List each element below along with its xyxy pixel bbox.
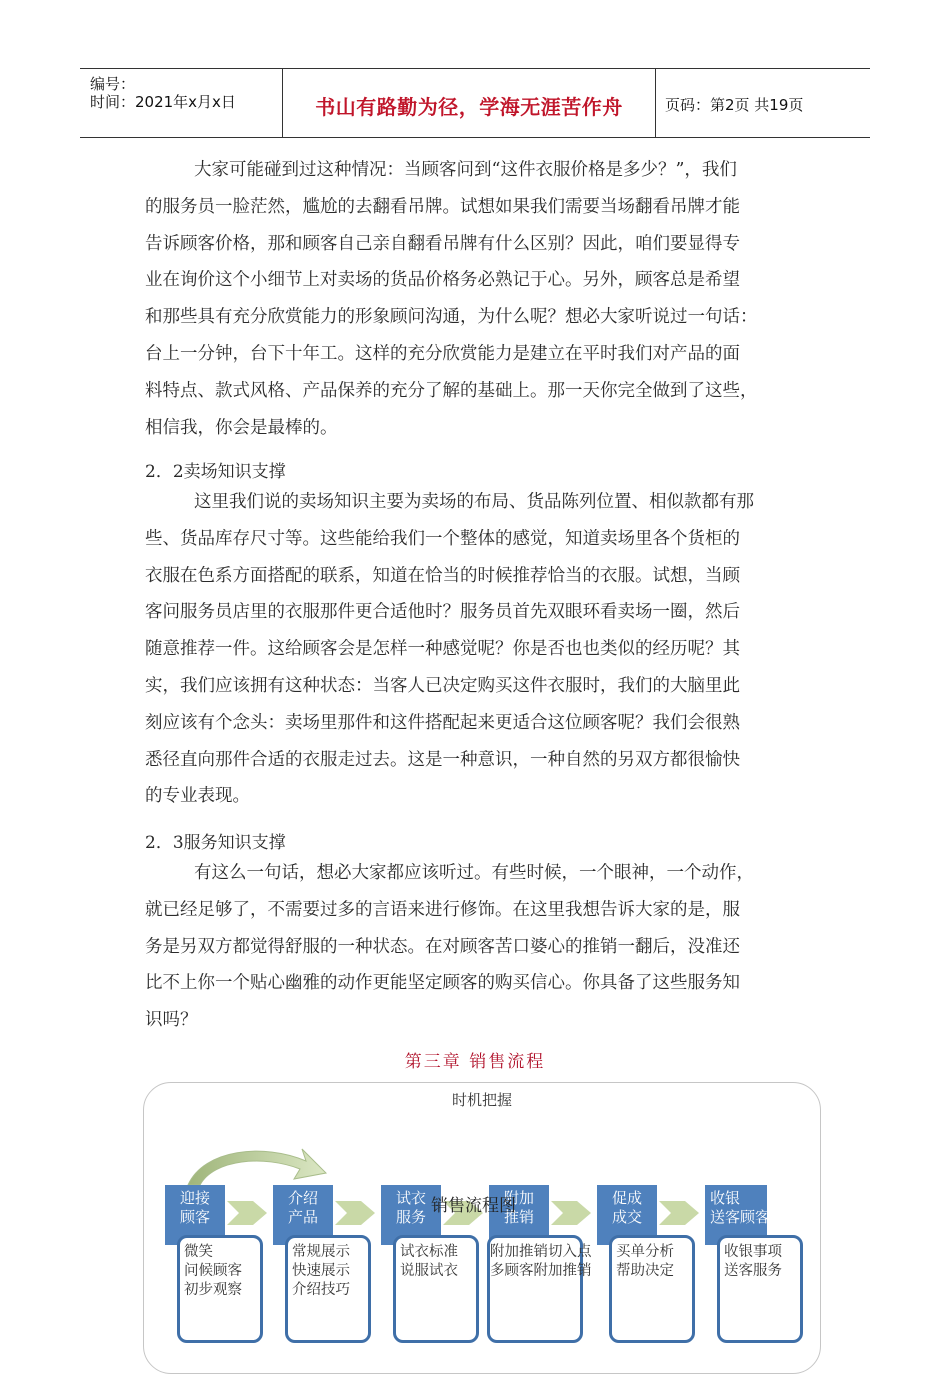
detail-line: 微笑 <box>184 1244 213 1260</box>
text-line: 刻应该有个念头：卖场里那件和这件搭配起来更适合这位顾客呢？我们会很熟 <box>145 712 740 733</box>
paragraph-intro <box>145 152 825 446</box>
step-detail-box <box>177 1235 263 1343</box>
header-left-cell <box>80 69 283 137</box>
detail-line: 常规展示 <box>292 1244 350 1260</box>
detail-line: 试衣标准 <box>400 1244 458 1260</box>
detail-line: 说服试衣 <box>400 1263 458 1279</box>
step-detail-box <box>717 1235 803 1343</box>
number-label: 编号： <box>90 75 136 93</box>
text-line: 识吗？ <box>145 1010 198 1031</box>
detail-line: 问候顾客 <box>184 1263 242 1279</box>
step-label-line: 附加 <box>503 1189 534 1207</box>
text-line: 客问服务员店里的衣服那件更合适他时？服务员首先双眼环看卖场一圈，然后 <box>145 602 740 623</box>
paragraph-service-knowledge <box>145 855 825 1039</box>
text-line: 告诉顾客价格，那和顾客自己亲自翻看吊牌有什么区别？因此，咱们要显得专 <box>145 233 740 254</box>
text-line: 些、货品库存尺寸等。这些能给我们一个整体的感觉，知道卖场里各个货柜的 <box>145 528 740 549</box>
step-label-line: 顾客 <box>179 1208 210 1226</box>
curved-arrow-icon <box>184 1139 334 1189</box>
diagram-title: 销售流程图 <box>431 1196 516 1216</box>
detail-line: 收银事项 <box>724 1244 782 1260</box>
header-right-cell <box>656 69 870 137</box>
text-line: 有这么一句话，想必大家都应该听过。有些时候，一个眼神，一个动作， <box>194 863 754 883</box>
section-heading-2-3: 2．3服务知识支撑 <box>145 833 286 853</box>
text-line: 实，我们应该拥有这种状态：当客人已决定购买这件衣服时，我们的大脑里此 <box>145 675 740 696</box>
text-line: 料特点、款式风格、产品保养的充分了解的基础上。那一天你完全做到了这些， <box>145 380 758 401</box>
document-header <box>80 68 870 138</box>
step-detail-box <box>393 1235 479 1343</box>
detail-line: 初步观察 <box>184 1282 242 1298</box>
text-line: 业在询价这个小细节上对卖场的货品价格务必熟记于心。另外，顾客总是希望 <box>145 270 740 291</box>
text-line: 的专业表现。 <box>145 786 250 807</box>
step-detail-box <box>487 1235 592 1343</box>
step-label-line: 成交 <box>611 1208 642 1226</box>
chevron-right-icon <box>659 1199 701 1227</box>
step-label-line: 服务 <box>395 1208 426 1226</box>
step-label-line: 送客顾客 <box>710 1208 771 1226</box>
text-line: 比不上你一个贴心幽雅的动作更能坚定顾客的购买信心。你具备了这些服务知 <box>145 973 740 994</box>
detail-line: 附加推销切入点 <box>490 1244 592 1260</box>
step-label-line: 迎接 <box>179 1189 210 1207</box>
paragraph-store-knowledge <box>145 484 825 815</box>
text-line: 大家可能碰到过这种情况：当顾客问到“这件衣服价格是多少？”，我们 <box>194 160 737 180</box>
text-line: 相信我，你会是最棒的。 <box>145 417 338 438</box>
chevron-right-icon <box>227 1199 269 1227</box>
detail-line: 帮助决定 <box>616 1263 674 1279</box>
step-label-line: 推销 <box>503 1208 534 1226</box>
chapter-title: 第三章 销售流程 <box>404 1052 546 1072</box>
sales-process-diagram <box>143 1082 821 1374</box>
text-line: 这里我们说的卖场知识主要为卖场的布局、货品陈列位置、相似款都有那 <box>194 492 754 512</box>
text-line: 悉径直向那件合适的衣服走过去。这是一种意识，一种自然的另双方都很愉快 <box>145 749 740 770</box>
text-line: 务是另双方都觉得舒服的一种状态。在对顾客苦口婆心的推销一翻后，没准还 <box>145 936 740 957</box>
time-label: 时间：2021年x月x日 <box>90 93 236 111</box>
step-label-line: 促成 <box>611 1189 642 1207</box>
detail-line: 介绍技巧 <box>292 1282 350 1298</box>
chevron-right-icon <box>335 1199 377 1227</box>
text-line: 随意推荐一件。这给顾客会是怎样一种感觉呢？你是否也也类似的经历呢？其 <box>145 639 740 660</box>
diagram-top-label: 时机把握 <box>451 1091 512 1109</box>
header-center-cell <box>283 69 656 137</box>
text-line: 就已经足够了，不需要过多的言语来进行修饰。在这里我想告诉大家的是，服 <box>145 899 740 920</box>
motto: 书山有路勤为径，学海无涯苦作舟 <box>315 95 623 119</box>
text-line: 衣服在色系方面搭配的联系，知道在恰当的时候推荐恰当的衣服。试想，当顾 <box>145 565 740 586</box>
section-heading-2-2: 2．2卖场知识支撑 <box>145 462 286 482</box>
text-line: 的服务员一脸茫然，尴尬的去翻看吊牌。试想如果我们需要当场翻看吊牌才能 <box>145 196 740 217</box>
step-label-line: 试衣 <box>395 1189 426 1207</box>
step-detail-box <box>609 1235 695 1343</box>
detail-line: 多顾客附加推销 <box>490 1263 592 1279</box>
detail-line: 快速展示 <box>292 1263 350 1279</box>
page-number: 页码：第2页 共19页 <box>665 96 804 114</box>
step-label-line: 产品 <box>287 1208 318 1226</box>
text-line: 和那些具有充分欣赏能力的形象顾问沟通，为什么呢？想必大家听说过一句话： <box>145 307 758 328</box>
text-line: 台上一分钟，台下十年工。这样的充分欣赏能力是建立在平时我们对产品的面 <box>145 343 740 364</box>
step-label-line: 介绍 <box>287 1189 318 1207</box>
detail-line: 买单分析 <box>616 1244 674 1260</box>
step-detail-box <box>285 1235 371 1343</box>
chevron-right-icon <box>551 1199 593 1227</box>
detail-line: 送客服务 <box>724 1263 782 1279</box>
step-label-line: 收银 <box>710 1189 741 1207</box>
